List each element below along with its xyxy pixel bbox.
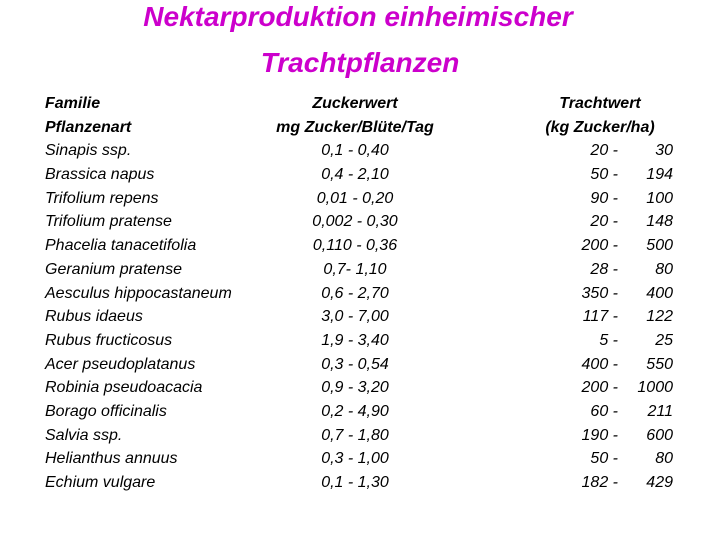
tracht-max: 25 [655,331,673,349]
plant-name: Helianthus annuus [45,450,178,468]
tracht-max: 211 [647,402,673,420]
tracht-min: 350 - [581,284,618,302]
nectar-table [0,94,720,497]
tracht-max: 80 [655,260,673,278]
sugar-value: 3,0 - 7,00 [321,308,389,326]
tracht-min: 50 - [590,166,618,184]
tracht-min: 5 - [599,331,618,349]
tracht-max: 429 [646,474,673,491]
tracht-min: 200 - [581,379,618,397]
tracht-max: 30 [655,142,673,160]
sugar-value: 0,110 - 0,36 [312,237,398,255]
plant-name: Phacelia tanacetifolia [45,237,197,255]
plant-name: Aesculus hippocastaneum [45,284,232,302]
table-row [0,284,720,308]
tracht-min: 20 - [590,142,618,160]
tracht-max: 550 [646,355,673,373]
table-header-row [0,118,720,142]
sugar-value: 0,7- 1,10 [323,260,387,278]
tracht-max: 500 [646,237,673,255]
header-sugar-value: Zuckerwert [312,95,398,112]
table-row [0,331,720,355]
plant-name: Trifolium pratense [45,213,172,231]
table-row [0,473,720,497]
tracht-max: 1000 [637,379,673,397]
plant-name: Borago officinalis [45,402,167,420]
sugar-value: 0,01 - 0,20 [316,189,394,207]
table-row [0,165,720,189]
tracht-min: 90 - [590,189,618,207]
header-species: Pflanzenart [45,118,132,136]
tracht-min: 117 - [582,308,618,326]
tracht-max: 148 [646,213,673,231]
tracht-max: 194 [646,166,673,184]
table-row [0,426,720,450]
tracht-min: 20 - [590,213,618,231]
tracht-min: 190 - [581,426,618,444]
sugar-value: 0,1 - 1,30 [321,474,389,491]
tracht-max: 100 [646,189,673,207]
plant-name: Robinia pseudoacacia [45,379,203,397]
table-row [0,378,720,402]
plant-name: Salvia ssp. [45,426,123,444]
header-family: Familie [45,95,101,112]
tracht-min: 400 - [581,355,618,373]
table-header-row [0,94,720,118]
sugar-value: 0,6 - 2,70 [321,284,389,302]
tracht-max: 600 [646,426,673,444]
sugar-value: 0,1 - 0,40 [321,142,389,160]
table-row [0,189,720,213]
page-title-line1: Nektarproduktion einheimischer [143,1,573,32]
tracht-max: 122 [646,308,673,326]
tracht-min: 200 - [581,237,618,255]
table-row [0,212,720,236]
table-row [0,141,720,165]
plant-name: Rubus idaeus [45,308,143,326]
plant-name: Acer pseudoplatanus [45,355,196,373]
sugar-value: 0,9 - 3,20 [321,379,389,397]
plant-name: Sinapis ssp. [45,142,132,160]
sugar-value: 0,4 - 2,10 [321,166,389,184]
header-tracht-value: Trachtwert [559,95,641,112]
plant-name: Rubus fructicosus [45,331,173,349]
tracht-min: 50 - [590,450,618,468]
plant-name: Brassica napus [45,166,155,184]
tracht-min: 28 - [590,260,618,278]
tracht-max: 80 [655,450,673,468]
sugar-value: 0,2 - 4,90 [321,402,389,420]
sugar-value: 0,002 - 0,30 [312,213,398,231]
sugar-value: 0,3 - 1,00 [321,450,389,468]
header-sugar-unit: mg Zucker/Blüte/Tag [276,118,434,136]
sugar-value: 1,9 - 3,40 [321,331,389,349]
header-tracht-unit: (kg Zucker/ha) [545,118,655,136]
page-title-line2: Trachtpflanzen [260,47,460,78]
table-row [0,355,720,379]
table-row [0,236,720,260]
table-row [0,260,720,284]
plant-name: Trifolium repens [45,189,159,207]
table-row [0,402,720,426]
tracht-max: 400 [646,284,673,302]
table-row [0,449,720,473]
table-row [0,307,720,331]
sugar-value: 0,3 - 0,54 [321,355,389,373]
tracht-min: 182 - [581,474,618,491]
sugar-value: 0,7 - 1,80 [321,426,389,444]
plant-name: Geranium pratense [45,260,182,278]
plant-name: Echium vulgare [45,474,156,491]
tracht-min: 60 - [590,402,618,420]
